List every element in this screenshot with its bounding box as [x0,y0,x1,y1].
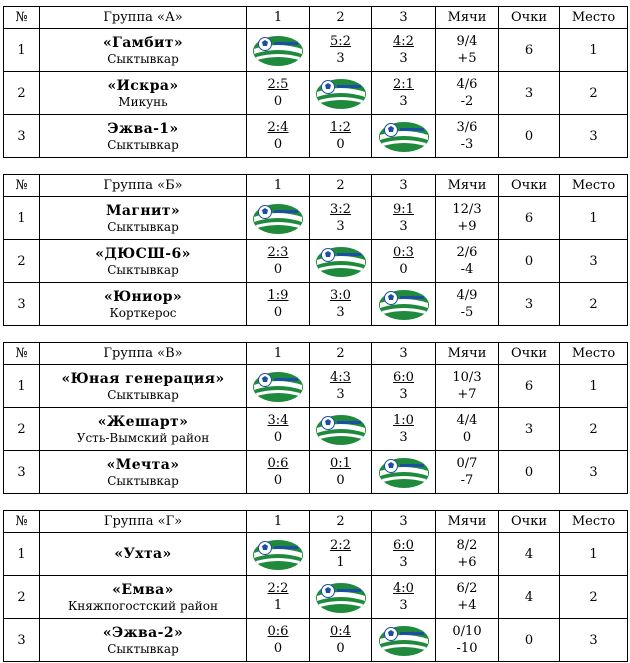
match-points: 3 [336,219,345,234]
team-name: Магнит» [105,202,180,219]
header-points: Очки [499,343,560,365]
header-col-1: 1 [247,7,310,29]
team-cell [40,72,247,115]
match-points: 0 [273,430,283,445]
header-goals: Мячи [436,343,499,365]
header-points: Очки [499,7,560,29]
team-row [4,283,628,326]
header-num: № [4,511,40,533]
team-cell [40,619,247,662]
match-score: 4:3 [330,370,351,385]
goals-cell [436,240,499,283]
team-name: «ДЮСШ-6» [95,245,191,262]
goals-cell [436,29,499,72]
header-row [4,511,628,533]
header-num: № [4,7,40,29]
points-cell: 0 [499,115,560,158]
group-table-2 [3,174,628,326]
team-name: «Юная генерация» [61,370,225,387]
match-result-cell [372,533,436,576]
team-row [4,576,628,619]
row-number: 3 [4,283,40,326]
match-result-cell [310,197,372,240]
goals-cell [436,576,499,619]
header-place: Место [560,7,628,29]
team-row [4,365,628,408]
match-points: 3 [399,219,408,234]
points-cell: 0 [499,240,560,283]
team-row [4,451,628,494]
team-name: «Эжва-2» [102,624,184,641]
team-row [4,240,628,283]
points-cell: 4 [499,576,560,619]
place-cell: 3 [560,240,628,283]
team-cell [40,115,247,158]
points-cell: 0 [499,619,560,662]
row-number: 1 [4,29,40,72]
place-cell: 2 [560,408,628,451]
republic-komi-football-emblem-icon [315,243,367,279]
place-cell: 2 [560,576,628,619]
team-cell [40,576,247,619]
place-cell: 2 [560,283,628,326]
match-result-cell [372,29,436,72]
match-result-cell [247,576,310,619]
header-points: Очки [499,511,560,533]
republic-komi-football-emblem-icon [315,75,367,111]
goal-difference: +5 [457,51,477,66]
row-number: 3 [4,619,40,662]
republic-komi-football-emblem-icon [378,454,430,490]
team-city: Княжпогостский район [67,598,219,613]
header-num: № [4,175,40,197]
match-result-cell [372,72,436,115]
team-row [4,72,628,115]
team-cell [40,451,247,494]
team-name: «Юниор» [103,288,183,305]
group-title: Группа «Б» [40,175,247,197]
team-cell [40,533,247,576]
republic-komi-football-emblem-icon [252,368,304,404]
group-table-1 [3,6,628,158]
place-cell: 3 [560,619,628,662]
group-table-4 [3,510,628,662]
republic-komi-football-emblem-icon [252,32,304,68]
team-city: Сыктывкар [107,219,179,234]
self-match-cell [372,451,436,494]
place-cell: 2 [560,72,628,115]
match-score: 3:4 [267,413,289,428]
match-result-cell [372,197,436,240]
match-result-cell [247,619,310,662]
match-score: 4:2 [393,34,414,49]
row-number: 2 [4,576,40,619]
goal-difference: +4 [457,598,477,613]
row-number: 2 [4,72,40,115]
goals-cell [436,365,499,408]
team-name: Эжва-1» [107,120,179,137]
row-number: 3 [4,451,40,494]
match-result-cell [310,365,372,408]
match-score: 0:1 [330,456,351,471]
header-place: Место [560,343,628,365]
header-col-1: 1 [247,175,310,197]
team-name: «Ухта» [114,546,172,562]
republic-komi-football-emblem-icon [378,286,430,322]
header-goals: Мячи [436,7,499,29]
match-points: 3 [399,51,408,66]
points-cell: 3 [499,72,560,115]
match-points: 3 [399,94,408,109]
match-points: 3 [399,555,408,570]
goals-cell [436,72,499,115]
row-number: 1 [4,533,40,576]
header-points: Очки [499,175,560,197]
goal-difference: -3 [460,137,474,152]
self-match-cell [372,283,436,326]
goals-cell [436,115,499,158]
goals-ratio: 10/3 [452,370,482,385]
goal-difference: -10 [456,641,478,656]
team-name: «Мечта» [106,456,180,473]
match-points: 0 [273,262,283,277]
team-cell [40,240,247,283]
match-points: 0 [399,262,408,277]
match-points: 0 [336,473,345,488]
goals-ratio: 4/9 [456,288,478,303]
team-cell [40,29,247,72]
goals-ratio: 4/4 [456,413,478,428]
match-score: 4:0 [393,581,414,596]
self-match-cell [372,619,436,662]
match-result-cell [247,451,310,494]
team-row [4,29,628,72]
match-points: 0 [273,137,283,152]
self-match-cell [247,365,310,408]
match-score: 3:0 [330,288,351,303]
match-points: 0 [273,305,283,320]
match-points: 3 [336,305,345,320]
goal-difference: +7 [457,387,477,402]
match-points: 0 [336,641,345,656]
match-points: 0 [336,137,345,152]
match-result-cell [310,29,372,72]
match-result-cell [372,365,436,408]
points-cell: 3 [499,408,560,451]
match-points: 1 [273,598,283,613]
match-score: 2:2 [330,538,351,553]
match-score: 1:2 [330,120,351,135]
match-score: 0:6 [267,456,289,471]
self-match-cell [247,197,310,240]
match-score: 5:2 [330,34,351,49]
match-score: 2:1 [393,77,414,92]
header-row [4,343,628,365]
header-row [4,7,628,29]
match-result-cell [247,408,310,451]
match-points: 3 [399,430,408,445]
goals-ratio: 0/10 [452,624,482,639]
points-cell: 6 [499,365,560,408]
match-score: 2:3 [267,245,289,260]
self-match-cell [310,576,372,619]
team-city: Корткерос [109,305,177,320]
goals-cell [436,283,499,326]
header-col-3: 3 [372,175,436,197]
goal-difference: +9 [457,219,477,234]
goal-difference: 0 [462,430,472,445]
goals-ratio: 12/3 [452,202,482,217]
team-city: Сыктывкар [107,137,179,152]
match-points: 0 [273,641,283,656]
row-number: 3 [4,115,40,158]
goals-ratio: 6/2 [456,581,478,596]
points-cell: 3 [499,283,560,326]
place-cell: 1 [560,197,628,240]
goals-ratio: 3/6 [456,120,478,135]
group-table-3 [3,342,628,494]
self-match-cell [310,408,372,451]
header-goals: Мячи [436,511,499,533]
place-cell: 3 [560,115,628,158]
goals-ratio: 9/4 [456,34,478,49]
goals-ratio: 4/6 [456,77,478,92]
team-cell [40,365,247,408]
header-col-2: 2 [310,511,372,533]
team-city: Сыктывкар [107,473,179,488]
header-col-1: 1 [247,343,310,365]
self-match-cell [310,240,372,283]
republic-komi-football-emblem-icon [252,200,304,236]
match-result-cell [372,408,436,451]
team-cell [40,283,247,326]
header-col-3: 3 [372,7,436,29]
match-score: 2:2 [267,581,289,596]
team-name: «Гамбит» [103,34,183,51]
match-score: 0:4 [330,624,351,639]
self-match-cell [247,533,310,576]
group-title: Группа «В» [40,343,247,365]
match-result-cell [247,72,310,115]
republic-komi-football-emblem-icon [252,536,304,572]
place-cell: 1 [560,29,628,72]
team-name: «Емва» [112,581,174,598]
points-cell: 6 [499,29,560,72]
match-points: 3 [399,598,408,613]
match-points: 3 [336,51,345,66]
self-match-cell [247,29,310,72]
match-points: 3 [399,387,408,402]
match-score: 2:4 [267,120,289,135]
goals-cell [436,451,499,494]
match-score: 9:1 [393,202,414,217]
team-name: «Жешарт» [97,413,189,430]
header-col-1: 1 [247,511,310,533]
team-row [4,115,628,158]
team-cell [40,197,247,240]
republic-komi-football-emblem-icon [378,622,430,658]
match-score: 2:5 [267,77,289,92]
header-goals: Мячи [436,175,499,197]
match-result-cell [310,115,372,158]
goals-cell [436,408,499,451]
match-points: 3 [336,387,345,402]
header-row [4,175,628,197]
republic-komi-football-emblem-icon [315,411,367,447]
goals-cell [436,619,499,662]
match-result-cell [247,115,310,158]
team-cell [40,408,247,451]
goal-difference: -2 [460,94,474,109]
match-score: 3:2 [330,202,351,217]
place-cell: 1 [560,533,628,576]
team-city: Усть-Вымский район [76,430,210,445]
match-points: 0 [273,94,283,109]
header-col-2: 2 [310,343,372,365]
group-title: Группа «Г» [40,511,247,533]
row-number: 1 [4,197,40,240]
points-cell: 6 [499,197,560,240]
header-place: Место [560,511,628,533]
goal-difference: -4 [460,262,474,277]
goal-difference: +6 [457,555,477,570]
team-row [4,533,628,576]
match-score: 6:0 [393,538,414,553]
team-city: Сыктывкар [107,262,179,277]
goals-ratio: 8/2 [456,538,478,553]
goal-difference: -7 [460,473,474,488]
team-row [4,197,628,240]
team-city: Сыктывкар [107,641,179,656]
header-place: Место [560,175,628,197]
points-cell: 4 [499,533,560,576]
team-city: Сыктывкар [107,387,179,402]
goals-ratio: 0/7 [456,456,478,471]
match-result-cell [247,240,310,283]
header-col-2: 2 [310,175,372,197]
republic-komi-football-emblem-icon [315,579,367,615]
place-cell: 1 [560,365,628,408]
match-result-cell [310,619,372,662]
place-cell: 3 [560,451,628,494]
goals-cell [436,197,499,240]
match-result-cell [310,283,372,326]
self-match-cell [372,115,436,158]
group-title: Группа «А» [40,7,247,29]
header-col-2: 2 [310,7,372,29]
match-score: 1:0 [393,413,414,428]
match-score: 1:9 [267,288,289,303]
row-number: 1 [4,365,40,408]
header-num: № [4,343,40,365]
goals-cell [436,533,499,576]
match-result-cell [310,451,372,494]
match-result-cell [372,240,436,283]
match-score: 6:0 [393,370,414,385]
goals-ratio: 2/6 [456,245,478,260]
republic-komi-football-emblem-icon [378,118,430,154]
header-col-3: 3 [372,343,436,365]
match-result-cell [310,533,372,576]
header-col-3: 3 [372,511,436,533]
team-row [4,619,628,662]
row-number: 2 [4,408,40,451]
points-cell: 0 [499,451,560,494]
match-score: 0:6 [267,624,289,639]
goal-difference: -5 [460,305,474,320]
match-score: 0:3 [393,245,414,260]
match-points: 0 [273,473,283,488]
row-number: 2 [4,240,40,283]
match-result-cell [372,576,436,619]
team-city: Микунь [118,94,168,109]
self-match-cell [310,72,372,115]
match-result-cell [247,283,310,326]
match-points: 1 [336,555,345,570]
team-row [4,408,628,451]
team-name: «Искра» [107,77,179,94]
team-city: Сыктывкар [107,51,179,66]
